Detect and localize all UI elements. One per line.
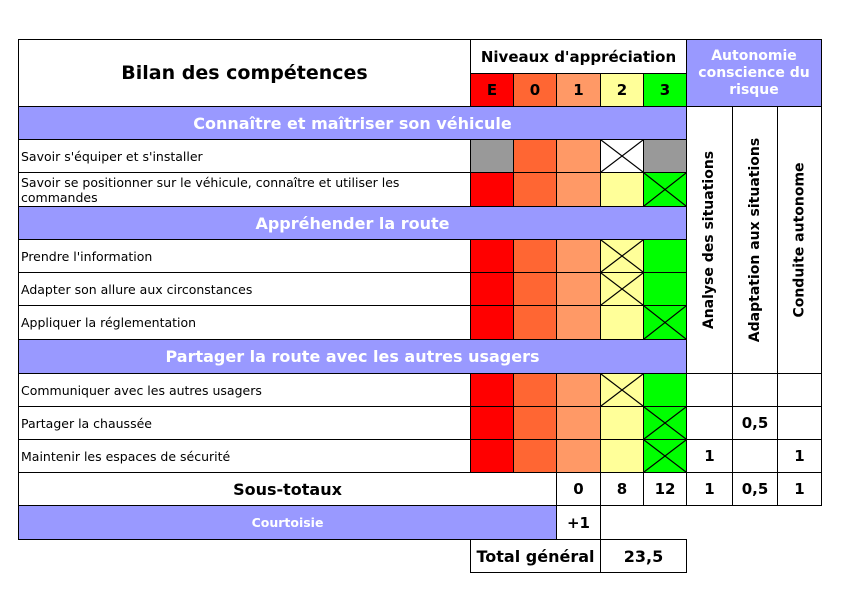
row-label: Communiquer avec les autres usagers bbox=[18, 373, 471, 407]
level-cell-3 bbox=[643, 272, 687, 306]
level-cell-E bbox=[470, 406, 514, 440]
check-cross-icon bbox=[601, 374, 643, 406]
level-cell-2 bbox=[600, 406, 644, 440]
level-cell-0 bbox=[513, 305, 557, 340]
level-cell-3-checked bbox=[643, 406, 687, 440]
autonomy-col-analyse bbox=[686, 106, 733, 374]
level-cell-3 bbox=[643, 373, 687, 407]
level-cell-1 bbox=[556, 439, 601, 473]
section-vehicule: Connaître et maîtriser son véhicule bbox=[18, 106, 687, 140]
level-2: 2 bbox=[600, 73, 644, 107]
level-cell-2 bbox=[600, 172, 644, 207]
level-cell-0 bbox=[513, 239, 557, 273]
autonomy-cell-adaptation bbox=[732, 439, 778, 473]
check-cross-icon bbox=[644, 407, 686, 439]
level-cell-0 bbox=[513, 172, 557, 207]
autonomy-cell-conduite: 1 bbox=[777, 439, 822, 473]
section-route: Appréhender la route bbox=[18, 206, 687, 240]
autonomy-col-adaptation bbox=[732, 106, 778, 374]
level-cell-0 bbox=[513, 139, 557, 173]
autonomy-header bbox=[686, 39, 822, 107]
level-cell-1 bbox=[556, 172, 601, 207]
level-0: 0 bbox=[513, 73, 557, 107]
level-cell-1 bbox=[556, 239, 601, 273]
level-cell-1 bbox=[556, 373, 601, 407]
courtesy-label: Courtoisie bbox=[18, 505, 557, 540]
level-E: E bbox=[470, 73, 514, 107]
level-cell-3 bbox=[643, 139, 687, 173]
levels-header: Niveaux d'appréciation bbox=[470, 39, 687, 74]
autonomy-header-text: Autonomie conscience du risque bbox=[698, 47, 810, 98]
table-title: Bilan des compétences bbox=[18, 39, 471, 107]
level-cell-E bbox=[470, 373, 514, 407]
level-cell-1 bbox=[556, 406, 601, 440]
autonomy-col-adaptation-label: Adaptation aux situations bbox=[747, 137, 764, 343]
level-cell-0 bbox=[513, 272, 557, 306]
level-3: 3 bbox=[643, 73, 687, 107]
level-cell-3-checked bbox=[643, 172, 687, 207]
autonomy-col-conduite bbox=[777, 106, 822, 374]
level-cell-0 bbox=[513, 373, 557, 407]
section-usagers: Partager la route avec les autres usagers bbox=[18, 339, 687, 374]
level-cell-0 bbox=[513, 406, 557, 440]
level-cell-1 bbox=[556, 139, 601, 173]
autonomy-cell-analyse bbox=[686, 373, 733, 407]
level-cell-3 bbox=[643, 239, 687, 273]
check-cross-icon bbox=[601, 240, 643, 272]
subtotal-level-2: 8 bbox=[600, 472, 644, 506]
autonomy-cell-analyse bbox=[686, 406, 733, 440]
check-cross-icon bbox=[644, 306, 686, 339]
level-cell-2 bbox=[600, 439, 644, 473]
subtotal-conduite: 1 bbox=[777, 472, 822, 506]
level-cell-2 bbox=[600, 305, 644, 340]
level-cell-E bbox=[470, 272, 514, 306]
row-label: Appliquer la réglementation bbox=[18, 305, 471, 340]
level-cell-0 bbox=[513, 439, 557, 473]
check-cross-icon bbox=[601, 273, 643, 305]
level-cell-1 bbox=[556, 272, 601, 306]
level-cell-2-checked bbox=[600, 139, 644, 173]
level-cell-E bbox=[470, 239, 514, 273]
row-label: Savoir s'équiper et s'installer bbox=[18, 139, 471, 173]
level-cell-E bbox=[470, 172, 514, 207]
level-cell-3-checked bbox=[643, 305, 687, 340]
subtotal-level-1: 0 bbox=[556, 472, 601, 506]
check-cross-icon bbox=[601, 140, 643, 172]
subtotal-adaptation: 0,5 bbox=[732, 472, 778, 506]
autonomy-col-conduite-label: Conduite autonome bbox=[791, 162, 808, 318]
level-cell-3-checked bbox=[643, 439, 687, 473]
total-value: 23,5 bbox=[600, 539, 687, 573]
level-cell-E bbox=[470, 139, 514, 173]
autonomy-cell-analyse: 1 bbox=[686, 439, 733, 473]
level-cell-1 bbox=[556, 305, 601, 340]
row-label: Savoir se positionner sur le véhicule, connaître et utiliser les commandes bbox=[18, 172, 471, 207]
courtesy-value: +1 bbox=[556, 505, 601, 540]
check-cross-icon bbox=[644, 440, 686, 472]
level-cell-2-checked bbox=[600, 373, 644, 407]
level-1: 1 bbox=[556, 73, 601, 107]
level-cell-E bbox=[470, 439, 514, 473]
row-label: Partager la chaussée bbox=[18, 406, 471, 440]
level-cell-2-checked bbox=[600, 272, 644, 306]
level-cell-2-checked bbox=[600, 239, 644, 273]
check-cross-icon bbox=[644, 173, 686, 206]
autonomy-cell-adaptation bbox=[732, 373, 778, 407]
autonomy-cell-adaptation: 0,5 bbox=[732, 406, 778, 440]
autonomy-cell-conduite bbox=[777, 373, 822, 407]
subtotals-label: Sous-totaux bbox=[18, 472, 557, 506]
row-label: Maintenir les espaces de sécurité bbox=[18, 439, 471, 473]
level-cell-E bbox=[470, 305, 514, 340]
autonomy-col-analyse-label: Analyse des situations bbox=[701, 150, 718, 330]
subtotal-level-3: 12 bbox=[643, 472, 687, 506]
subtotal-analyse: 1 bbox=[686, 472, 733, 506]
row-label: Adapter son allure aux circonstances bbox=[18, 272, 471, 306]
total-label: Total général bbox=[470, 539, 601, 573]
row-label: Prendre l'information bbox=[18, 239, 471, 273]
autonomy-cell-conduite bbox=[777, 406, 822, 440]
